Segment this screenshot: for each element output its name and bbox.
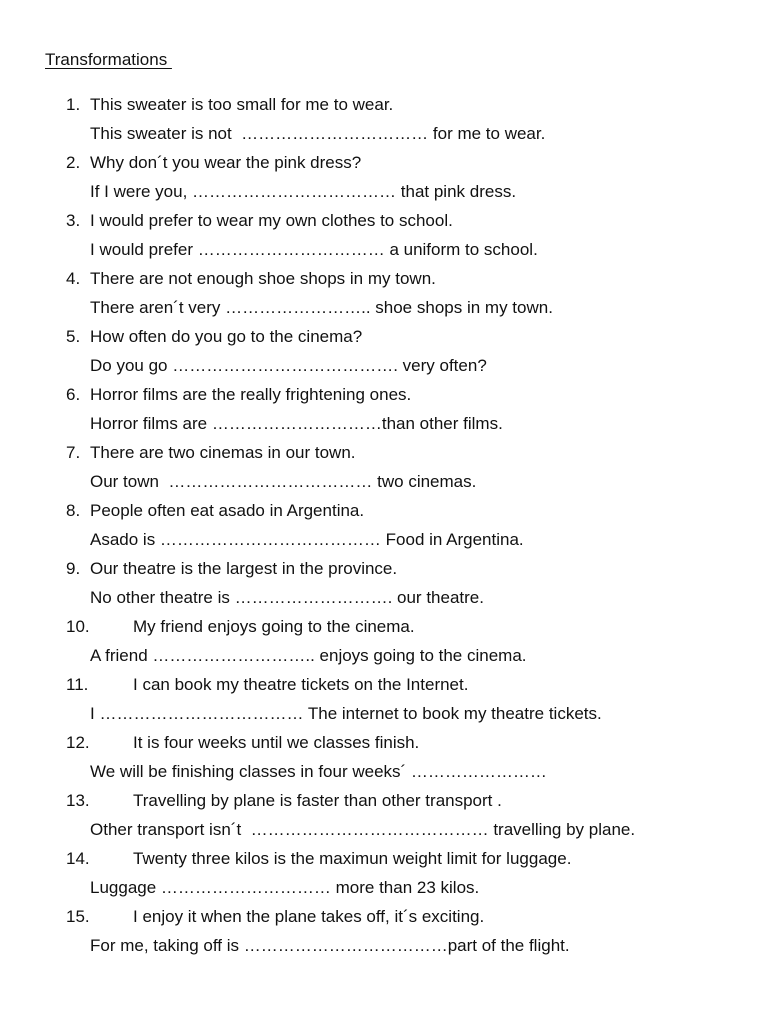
exercise-number: 14. xyxy=(66,849,90,868)
exercise-answer-prompt: Our town ……………………………… two cinemas. xyxy=(90,472,477,491)
exercise-item xyxy=(0,786,768,844)
exercise-answer-prompt: A friend ……………………….. enjoys going to the cinema. xyxy=(90,646,527,665)
exercise-number: 15. xyxy=(66,907,90,926)
exercise-number: 10. xyxy=(66,617,90,636)
exercise-item xyxy=(0,206,768,264)
worksheet-title: Transformations xyxy=(45,50,172,69)
exercise-number: 6. xyxy=(66,385,81,404)
exercise-number: 1. xyxy=(66,95,81,114)
exercise-answer-prompt: Luggage ………………………… more than 23 kilos. xyxy=(90,878,480,897)
exercise-list xyxy=(0,90,768,960)
exercise-answer-prompt: I would prefer …………………………… a uniform to school. xyxy=(90,240,538,259)
exercise-item xyxy=(0,90,768,148)
exercise-answer-prompt: Other transport isn´t …………………………………… travelling by plane. xyxy=(90,820,636,839)
exercise-number: 4. xyxy=(66,269,81,288)
exercise-number: 13. xyxy=(66,791,90,810)
exercise-answer-prompt: This sweater is not …………………………… for me to wear. xyxy=(90,124,546,143)
exercise-answer-prompt: If I were you, ……………………………… that pink dress. xyxy=(90,182,517,201)
exercise-number: 9. xyxy=(66,559,81,578)
exercise-item xyxy=(0,612,768,670)
exercise-item xyxy=(0,380,768,438)
exercise-question: How often do you go to the cinema? xyxy=(90,327,363,346)
exercise-question: This sweater is too small for me to wear. xyxy=(90,95,394,114)
exercise-number: 11. xyxy=(66,675,89,694)
exercise-item xyxy=(0,264,768,322)
exercise-number: 5. xyxy=(66,327,81,346)
exercise-number: 8. xyxy=(66,501,81,520)
exercise-question: People often eat asado in Argentina. xyxy=(90,501,365,520)
exercise-item xyxy=(0,322,768,380)
exercise-item xyxy=(0,902,768,960)
exercise-question: Twenty three kilos is the maximun weight limit for luggage. xyxy=(133,849,572,868)
exercise-answer-prompt: Do you go …………………………………. very often? xyxy=(90,356,487,375)
exercise-item xyxy=(0,438,768,496)
exercise-answer-prompt: Horror films are …………………………than other films. xyxy=(90,414,503,433)
exercise-item xyxy=(0,728,768,786)
exercise-question: There are not enough shoe shops in my town. xyxy=(90,269,436,288)
exercise-answer-prompt: We will be finishing classes in four weeks´ …………………… xyxy=(90,762,547,781)
exercise-number: 2. xyxy=(66,153,81,172)
exercise-answer-prompt: For me, taking off is ………………………………part of the flight. xyxy=(90,936,570,955)
exercise-number: 3. xyxy=(66,211,81,230)
exercise-item xyxy=(0,670,768,728)
exercise-item xyxy=(0,844,768,902)
exercise-answer-prompt: No other theatre is ………………………. our theatre. xyxy=(90,588,484,607)
exercise-question: Our theatre is the largest in the province. xyxy=(90,559,398,578)
exercise-question: I enjoy it when the plane takes off, it´s exciting. xyxy=(133,907,485,926)
exercise-question: I can book my theatre tickets on the Internet. xyxy=(133,675,469,694)
exercise-question: My friend enjoys going to the cinema. xyxy=(133,617,415,636)
exercise-question: I would prefer to wear my own clothes to school. xyxy=(90,211,453,230)
exercise-answer-prompt: I ……………………………… The internet to book my theatre tickets. xyxy=(90,704,602,723)
exercise-question: Travelling by plane is faster than other transport . xyxy=(133,791,502,810)
exercise-item xyxy=(0,496,768,554)
exercise-item xyxy=(0,554,768,612)
exercise-number: 12. xyxy=(66,733,90,752)
exercise-question: Horror films are the really frightening ones. xyxy=(90,385,412,404)
exercise-number: 7. xyxy=(66,443,81,462)
exercise-question: It is four weeks until we classes finish. xyxy=(133,733,420,752)
exercise-answer-prompt: There aren´t very …………………….. shoe shops in my town. xyxy=(90,298,553,317)
exercise-question: There are two cinemas in our town. xyxy=(90,443,356,462)
exercise-answer-prompt: Asado is ………………………………… Food in Argentina. xyxy=(90,530,524,549)
exercise-item xyxy=(0,148,768,206)
exercise-question: Why don´t you wear the pink dress? xyxy=(90,153,362,172)
